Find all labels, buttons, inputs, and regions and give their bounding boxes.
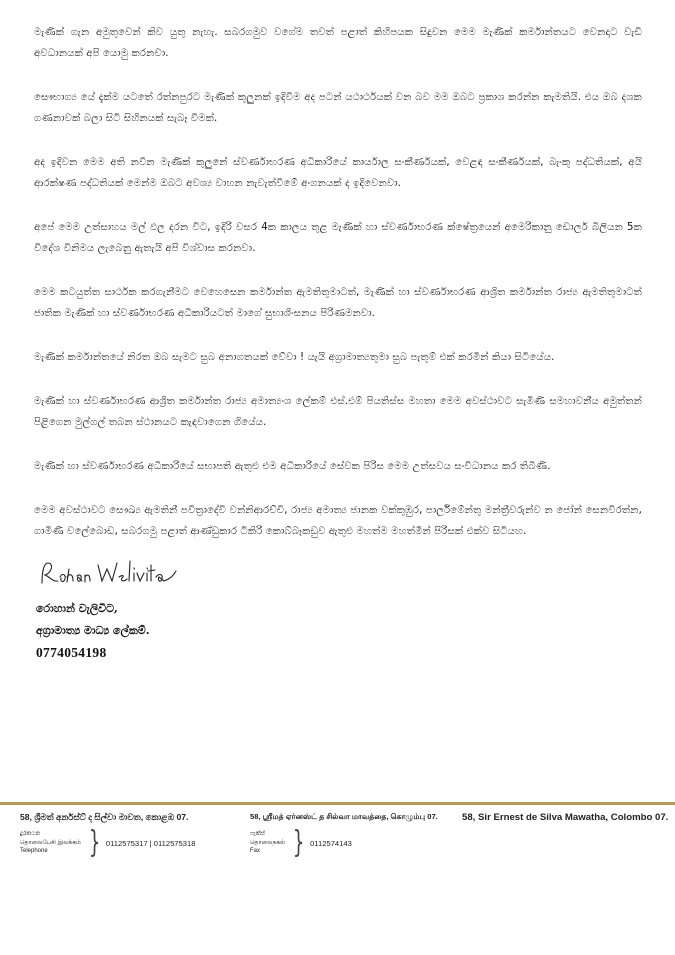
- telephone-block: [20, 825, 196, 860]
- paragraph-2: සෞභාග්‍ය යේ දැක්ම යටතේ රත්නපුරට මැණික් කුලුනක් ඉදිවීම අද පටන් යථාර්ථයක් වන බව මම ඔබට ප්‍රකාශ කරන්න කැමතියි. එය ඔබ දශක ගණනාවක් බලා සිටි සිහිනයක් සැබෑ වීමක්.: [34, 92, 642, 124]
- footer-address-tamil-col: [250, 812, 438, 822]
- letterhead-footer: [0, 812, 675, 872]
- footer-address-tamil: 58, ஸ்ரீமத் ஏர்னஸ்ட் த சில்வா மாவத்தை, கொழும்பு 07.: [250, 812, 438, 821]
- paragraph-4: අපේ මෙම උත්සාහය මල් ඵල දරන විට, ඉදිරි වසර 4ක කාලය තුළ මැණික් හා ස්වර්ණාභරණ ක්ෂේත්‍රයෙන් අමෙරිකානු ඩොලර් බිලියන 5ක විදේශ විනිමය ලැබෙනු ඇතැයි අපි විශ්වාස කරනවා.: [34, 222, 642, 254]
- telephone-label-tamil: தொலைபேசி இலக்கம்: [20, 839, 81, 846]
- fax-label-sinhala: ෆැක්ස්: [250, 831, 265, 838]
- telephone-numbers: 0112575317 | 0112575318: [105, 838, 196, 848]
- fax-label-english: Fax: [250, 848, 261, 855]
- signatory-phone: 0774054198: [36, 645, 107, 660]
- handwritten-signature: [36, 557, 186, 591]
- signature-block: [36, 598, 150, 664]
- footer-address-english: 58, Sir Ernest de Silva Mawatha, Colombo 07.: [462, 812, 669, 823]
- footer-address-english-col: [462, 812, 668, 823]
- signatory-title: අග්‍රාමාත්‍ය මාධ්‍ය ලේකම්.: [36, 624, 150, 637]
- paragraph-8: මැණික් හා ස්වර්ණාභරණ අධිකාරියේ සභාපති ඇතුළු එම අධිකාරියේ සේවක පිරිස මෙම උත්සවය සංවිධානය කර තිබිණි.: [34, 461, 551, 472]
- paragraph-6: මැණික් කර්මාන්තයේ නිරත ඔබ සැමට සුබ අනාගතයක් වේවා ! යැයි අග්‍රාමාත්‍යතුමා සුබ පැතුම් එක් කරමින් කියා සිටියේය.: [34, 352, 555, 363]
- letter-body: [34, 22, 642, 565]
- paragraph-9: මෙම අවස්ථාවට සෞඛ්‍ය ඇමතිනී පවිත්‍රාදේවි වන්නිආරච්චි, රාජ්‍ය අමාත්‍ය ජානක වක්කුඹුර, පාර්ලිමේන්තු මන්ත්‍රීවරුන්ව න ජෝන් සෙනවිරත්න, ගාමිණී වලේබොඩ, සබරගමු පළාත් ආණ්ඩුකාර ටිකිරි කොබ්බෑකඩුව ඇතුළු මහත්ම මහත්මීන් පිරිසක් එක්ව සිටියහ.: [34, 505, 642, 537]
- paragraph-3: අද ඉදිවන මෙම අති නවීන මැණික් කුලුනේ ස්වර්ණාභරණ අධිකාරියේ කාර්යාල සංකීර්ණයක්, වෙළඳ සංකීර්ණයක්, බැංකු පද්ධතියක්, අයි ආරක්ෂණ පද්ධතියක් මෙන්ම ඔබට අවශ්‍ය වාහන නැවැත්වීමේ අංගනයක් ද ඉදිවෙනවා.: [34, 157, 642, 189]
- fax-label-tamil: தொலைநகல்: [250, 839, 286, 846]
- paragraph-1: මැණික් ගැන අමුතුවෙන් කිව යුතු නැහැ. සබරගමුව වගේම තවත් පළාත් කිහිපයක සිදුවන මෙම මැණික් කර්මාන්තයට වෙනදාට වැඩි අවධානයක් අපි යොමු කරනවා.: [34, 27, 642, 59]
- fax-number: 0112574143: [310, 838, 352, 848]
- footer-divider: [0, 802, 675, 805]
- telephone-label-english: Telephone: [20, 848, 48, 855]
- paragraph-7: මැණික් හා ස්වර්ණාභරණ ආශ්‍රිත කර්මාන්ත රාජ්‍ය අමාත්‍යංශ ලේකම් එස්.එම් පියතිස්ස මහතා මෙම අවස්ථාවට සැමිණි සමහාවනීය අමුත්තන් පිළිගෙන මුල්ගල් තබන ස්ථානයට කැඳවාගෙන ගියේය.: [34, 396, 642, 428]
- signatory-name: රොහාන් වැලිවිට,: [36, 602, 118, 615]
- footer-address-sinhala: 58, ශ්‍රීමත් අර්නස්ට් ද සිල්වා මාවත, කොළඹ 07.: [20, 812, 189, 822]
- brace-icon: }: [292, 825, 305, 860]
- telephone-label-sinhala: දුරකථන: [20, 831, 41, 838]
- fax-block: [250, 825, 352, 860]
- telephone-labels: [20, 830, 81, 856]
- paragraph-5: මෙම කටයුත්ත සාර්ථක කරගැනීමට වෙහෙසෙන කර්මාන්ත ඇමතිතුමාටත්, මැණික් හා ස්වර්ණාභරණ ආශ්‍රිත කර්මාන්ත රාජ්‍ය ඇමතිතුමාටත් ජාතික මැණික් හා ස්වර්ණාභරණ අධිකාරියටත් මාගේ සුභාශිංසනය පිරිණමනවා.: [34, 287, 642, 319]
- footer-address-sinhala-col: [20, 812, 188, 823]
- fax-labels: [250, 830, 285, 856]
- brace-icon: }: [88, 825, 101, 860]
